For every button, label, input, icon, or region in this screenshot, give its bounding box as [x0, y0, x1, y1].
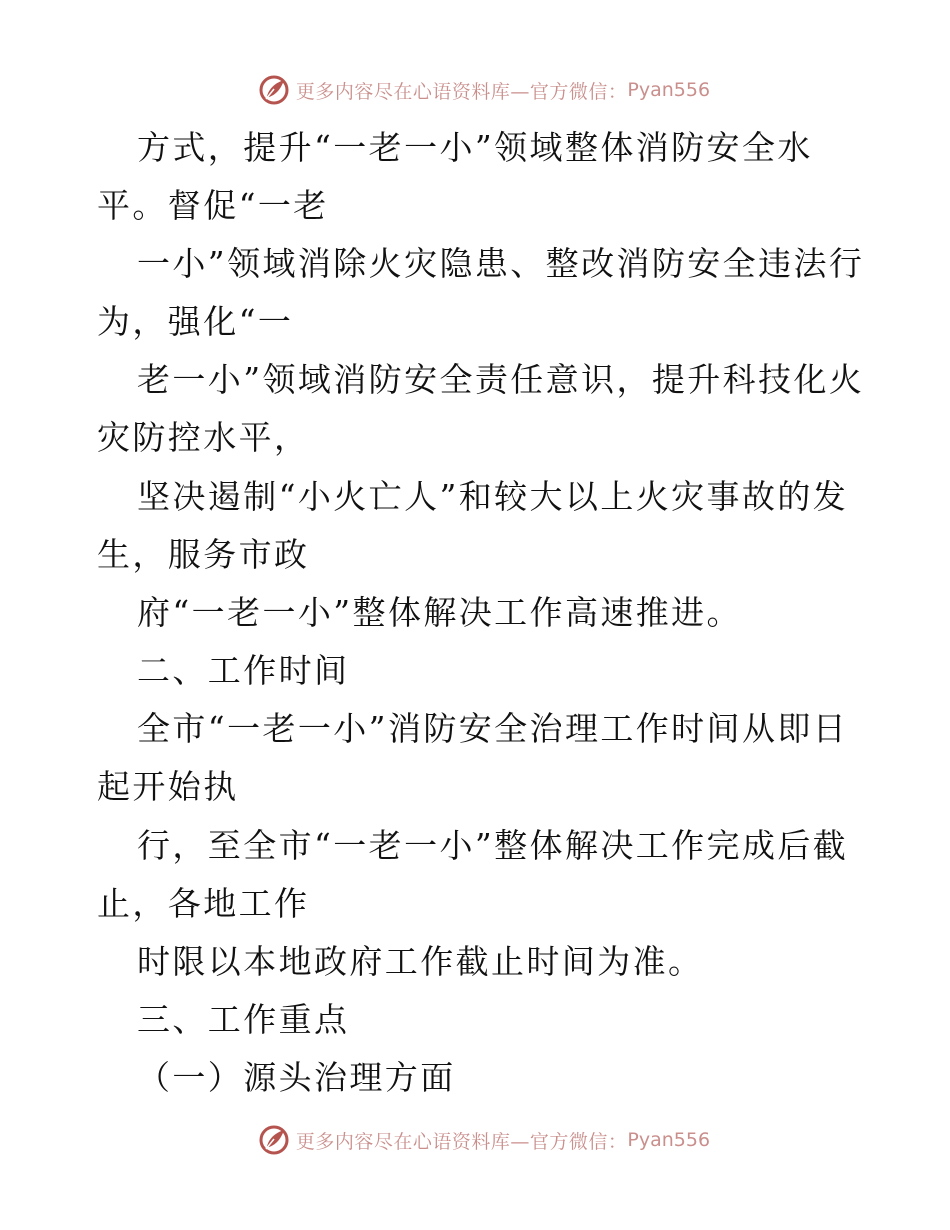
body-line: 起开始执: [97, 767, 239, 806]
leaf-seal-icon: [258, 74, 290, 106]
body-line: 坚决遏制“小火亡人”和较大以上火灾事故的发: [137, 477, 849, 516]
watermark-wechat-id: Pyan556: [627, 79, 711, 101]
body-line: 方式，提升“一老一小”领域整体消防安全水: [137, 128, 813, 167]
section-heading: 三、工作重点: [137, 1000, 350, 1039]
body-line: 为，强化“一: [97, 302, 294, 341]
watermark-text: 更多内容尽在心语资料库—官方微信：: [295, 1130, 628, 1153]
watermark-text: 更多内容尽在心语资料库—官方微信：: [295, 80, 628, 103]
section-heading: 二、工作时间: [137, 651, 350, 690]
body-line: 府“一老一小”整体解决工作高速推进。: [137, 593, 742, 632]
body-line: 生，服务市政: [97, 535, 310, 574]
footer-watermark: [0, 1120, 950, 1160]
header-watermark: [0, 70, 950, 110]
body-line: 时限以本地政府工作截止时间为准。: [137, 942, 704, 981]
body-line: 一小”领域消除火灾隐患、整改消防安全违法行: [137, 244, 865, 283]
body-line: 灾防控水平，: [97, 418, 310, 457]
leaf-seal-icon: [258, 1124, 290, 1156]
subsection-heading: （一）源头治理方面: [137, 1058, 456, 1097]
body-line: 止，各地工作: [97, 884, 310, 923]
body-line: 行，至全市“一老一小”整体解决工作完成后截: [137, 826, 849, 865]
watermark-wechat-id: Pyan556: [627, 1129, 711, 1151]
body-line: 老一小”领域消防安全责任意识，提升科技化火: [137, 360, 865, 399]
body-line: 平。督促“一老: [97, 186, 329, 225]
body-line: 全市“一老一小”消防安全治理工作时间从即日: [137, 709, 849, 748]
